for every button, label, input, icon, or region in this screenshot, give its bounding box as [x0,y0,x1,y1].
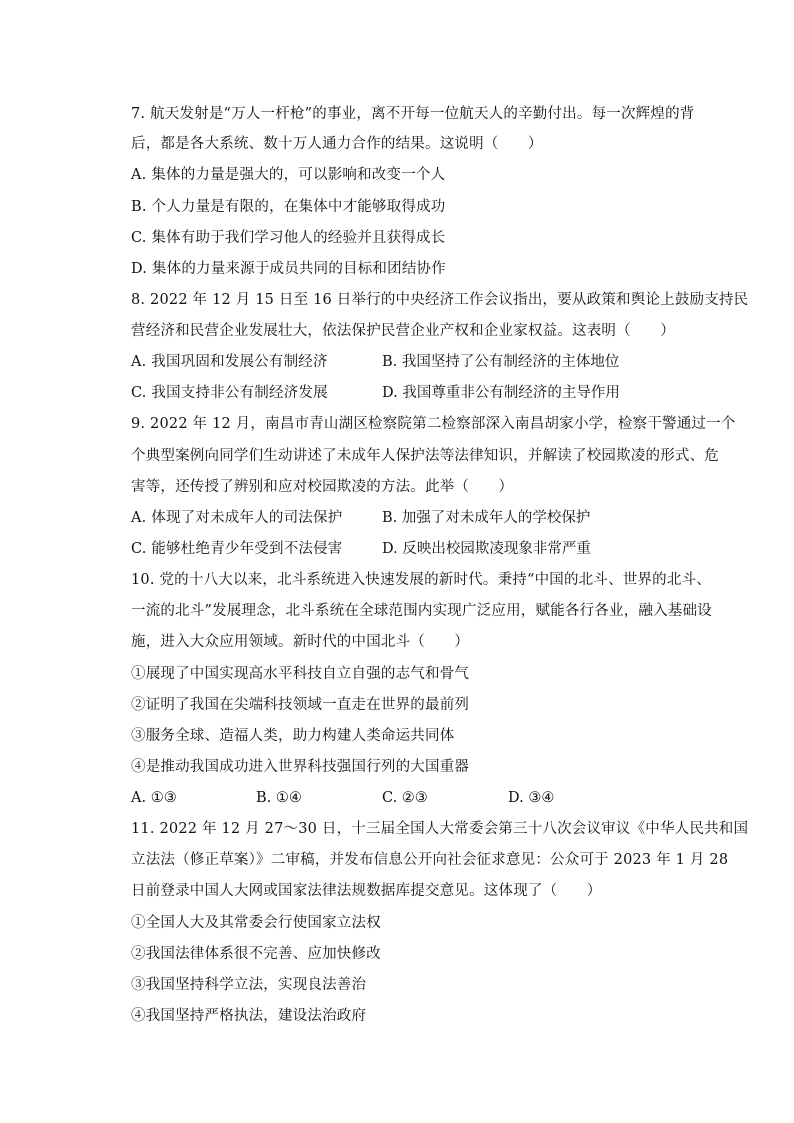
option-d: D. 我国尊重非公有制经济的主导作用 [382,385,620,401]
statement-3: ③服务全球、造福人类，助力构建人类命运共同体 [131,728,455,744]
option-a: A. 集体的力量是强大的，可以影响和改变一个人 [131,167,446,183]
option-c: C. ②③ [382,790,428,806]
option-b: B. 我国坚持了公有制经济的主体地位 [382,354,620,370]
option-a: A. ①③ [131,790,177,806]
statement-2: ②我国法律体系很不完善、应加快修改 [131,946,381,962]
question-stem-line: 害等，还传授了辨别和应对校园欺凌的方法。此举（ ） [131,479,514,495]
option-c: C. 我国支持非公有制经济发展 [131,385,328,401]
question-stem-line: 8. 2022 年 12 月 15 日至 16 日举行的中央经济工作会议指出，要从政策和舆论上鼓励支持民 [131,292,749,308]
option-b: B. 加强了对未成年人的学校保护 [382,510,591,526]
statement-1: ①全国人大及其常委会行使国家立法权 [131,915,381,931]
option-a: A. 我国巩固和发展公有制经济 [131,354,328,370]
question-stem-line: 11. 2022 年 12 月 27～30 日，十三届全国人大常委会第三十八次会议审议《中华人民共和国 [131,821,749,837]
question-stem-line: 7. 航天发射是“万人一杆枪”的事业，离不开每一位航天人的辛勤付出。每一次辉煌的背 [131,106,695,122]
question-stem-line: 营经济和民营企业发展壮大，依法保护民营企业产权和企业家权益。这表明（ ） [131,323,675,339]
statement-4: ④我国坚持严格执法，建设法治政府 [131,1008,367,1024]
question-stem-line: 后，都是各大系统、数十万人通力合作的结果。这说明（ ） [131,136,543,152]
statement-4: ④是推动我国成功进入世界科技强国行列的大国重器 [131,759,470,775]
question-stem-line: 9. 2022 年 12 月，南昌市青山湖区检察院第二检察部深入南昌胡家小学，检察干警通过一个 [131,416,736,432]
option-c: C. 集体有助于我们学习他人的经验并且获得成长 [131,230,446,246]
statement-3: ③我国坚持科学立法，实现良法善治 [131,977,367,993]
option-d: D. ③④ [508,790,555,806]
statement-1: ①展现了中国实现高水平科技自立自强的志气和骨气 [131,666,470,682]
question-stem-line: 立法法（修正草案）》二审稿，并发布信息公开向社会征求意见：公众可于 2023 年 1 月 28 [131,852,729,868]
option-b: B. ①④ [256,790,302,806]
statement-2: ②证明了我国在尖端科技领域一直走在世界的最前列 [131,697,470,713]
option-d: D. 反映出校园欺凌现象非常严重 [382,541,591,557]
question-stem-line: 一流的北斗”发展理念，北斗系统在全球范围内实现广泛应用，赋能各行各业，融入基础设 [131,603,712,619]
question-stem-line: 日前登录中国人大网或国家法律法规数据库提交意见。这体现了（ ） [131,883,602,899]
question-stem-line: 施，进入大众应用领域。新时代的中国北斗（ ） [131,634,470,650]
option-c: C. 能够杜绝青少年受到不法侵害 [131,541,343,557]
option-b: B. 个人力量是有限的，在集体中才能够取得成功 [131,199,446,215]
option-a: A. 体现了对未成年人的司法保护 [131,510,343,526]
question-stem-line: 个典型案例向同学们生动讲述了未成年人保护法等法律知识，并解读了校园欺凌的形式、危 [131,448,719,464]
question-stem-line: 10. 党的十八大以来，北斗系统进入快速发展的新时代。秉持“中国的北斗、世界的北斗、 [131,572,711,588]
option-d: D. 集体的力量来源于成员共同的目标和团结协作 [131,261,446,277]
